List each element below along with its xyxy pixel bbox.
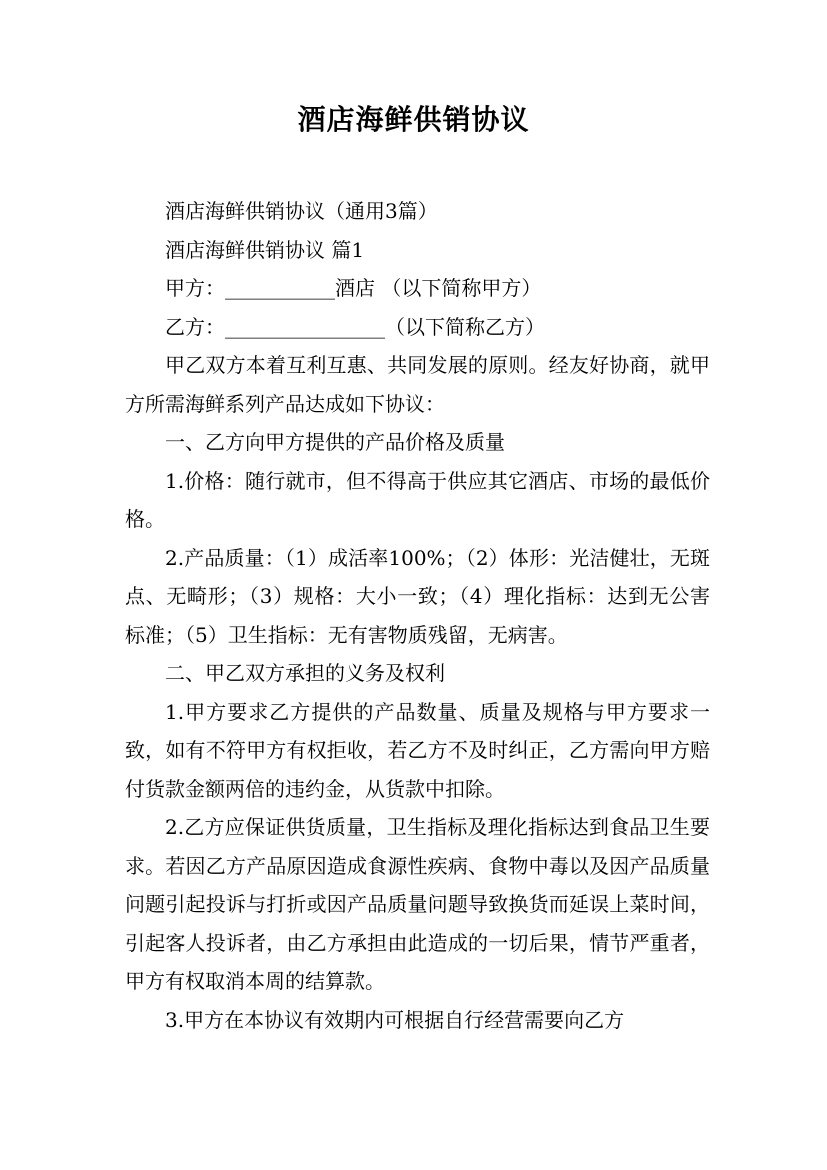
clause-price: 1.价格：随行就市，但不得高于供应其它酒店、市场的最低价格。	[125, 468, 710, 531]
clause-quality: 2.产品质量：（1）成活率100%；（2）体形：光洁健壮，无斑点、无畸形；（3）规格：大小一致；（4）理化指标：达到无公害标准；（5）卫生指标：无有害物质残留，无病害。	[125, 545, 710, 647]
party-b-line: 乙方：________________（以下简称乙方）	[165, 314, 545, 339]
party-a-line: 甲方：___________酒店 （以下简称甲方）	[165, 276, 542, 300]
subtitle-paragraph: 酒店海鲜供销协议（通用3篇）	[165, 199, 438, 223]
clause-obligation-2: 2.乙方应保证供货质量，卫生指标及理化指标达到食品卫生要求。若因乙方产品原因造成食源性疾病、食物中毒以及因产品质量问题引起投诉与打折或因产品质量问题导致换货而延误上菜时间，引起客人投诉者，由乙方承担由此造成的一切后果，情节严重者，甲方有权取消本周的结算款。	[125, 815, 710, 993]
document-title: 酒店海鲜供销协议	[297, 103, 530, 136]
section-heading-1: 一、乙方向甲方提供的产品价格及质量	[165, 430, 505, 454]
chapter-heading: 酒店海鲜供销协议 篇1	[165, 237, 365, 262]
clause-obligation-3: 3.甲方在本协议有效期内可根据自行经营需要向乙方	[165, 1007, 625, 1032]
clause-obligation-1: 1.甲方要求乙方提供的产品数量、质量及规格与甲方要求一致，如有不符甲方有权拒收，若乙方不及时纠正，乙方需向甲方赔付货款金额两倍的违约金，从货款中扣除。	[125, 699, 710, 801]
preamble-paragraph: 甲乙双方本着互利互惠、共同发展的原则。经友好协商，就甲方所需海鲜系列产品达成如下协议：	[125, 353, 710, 416]
document-body	[125, 192, 710, 1039]
section-heading-2: 二、甲乙双方承担的义务及权利	[165, 661, 445, 685]
